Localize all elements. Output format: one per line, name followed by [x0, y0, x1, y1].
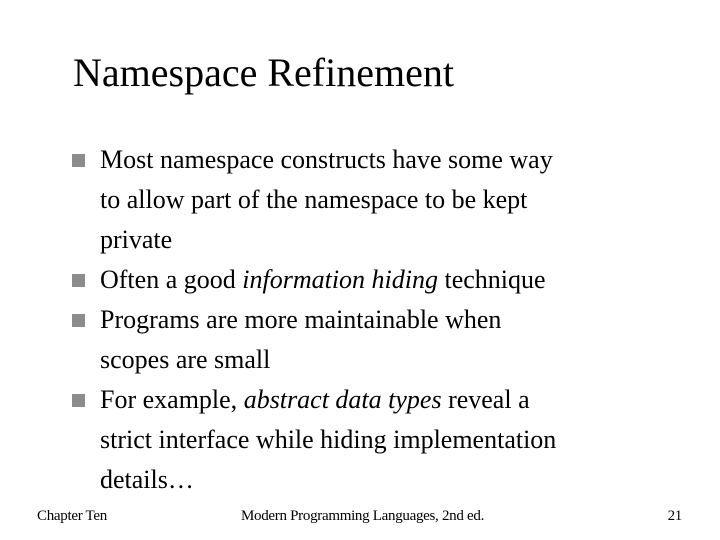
bullet-line — [100, 300, 672, 340]
square-bullet-icon — [72, 154, 85, 167]
bullet-list — [72, 140, 672, 500]
bullet-line — [100, 380, 672, 420]
bullet-item — [72, 260, 672, 300]
bullet-line — [100, 340, 672, 380]
bullet-item — [72, 380, 672, 500]
bullet-emphasis: abstract data types — [243, 385, 442, 414]
bullet-text: Programs are more maintainable when — [100, 305, 502, 334]
bullet-text: private — [100, 225, 173, 254]
bullet-text: Most namespace constructs have some way — [100, 145, 553, 174]
bullet-text: scopes are small — [100, 345, 271, 374]
bullet-text: For example, — [100, 385, 244, 414]
bullet-line — [100, 420, 672, 460]
square-bullet-icon — [72, 314, 85, 327]
bullet-line — [100, 180, 672, 220]
bullet-item — [72, 140, 672, 260]
bullet-item — [72, 300, 672, 380]
bullet-text: Often a good — [100, 265, 243, 294]
footer-chapter: Chapter Ten — [37, 508, 107, 524]
bullet-line — [100, 220, 672, 260]
footer-page-number: 21 — [667, 508, 682, 524]
bullet-line — [100, 140, 672, 180]
bullet-text: strict interface while hiding implementation — [100, 425, 557, 454]
slide-title: Namespace Refinement — [73, 50, 454, 95]
bullet-text: reveal a — [441, 385, 530, 414]
bullet-emphasis: information hiding — [242, 265, 438, 294]
bullet-text: technique — [438, 265, 546, 294]
bullet-line — [100, 260, 672, 300]
bullet-text: to allow part of the namespace to be kept — [100, 185, 528, 214]
footer-book-title: Modern Programming Languages, 2nd ed. — [241, 508, 485, 524]
square-bullet-icon — [72, 274, 85, 287]
bullet-text: details… — [100, 465, 194, 494]
bullet-line — [100, 460, 672, 500]
square-bullet-icon — [72, 394, 85, 407]
